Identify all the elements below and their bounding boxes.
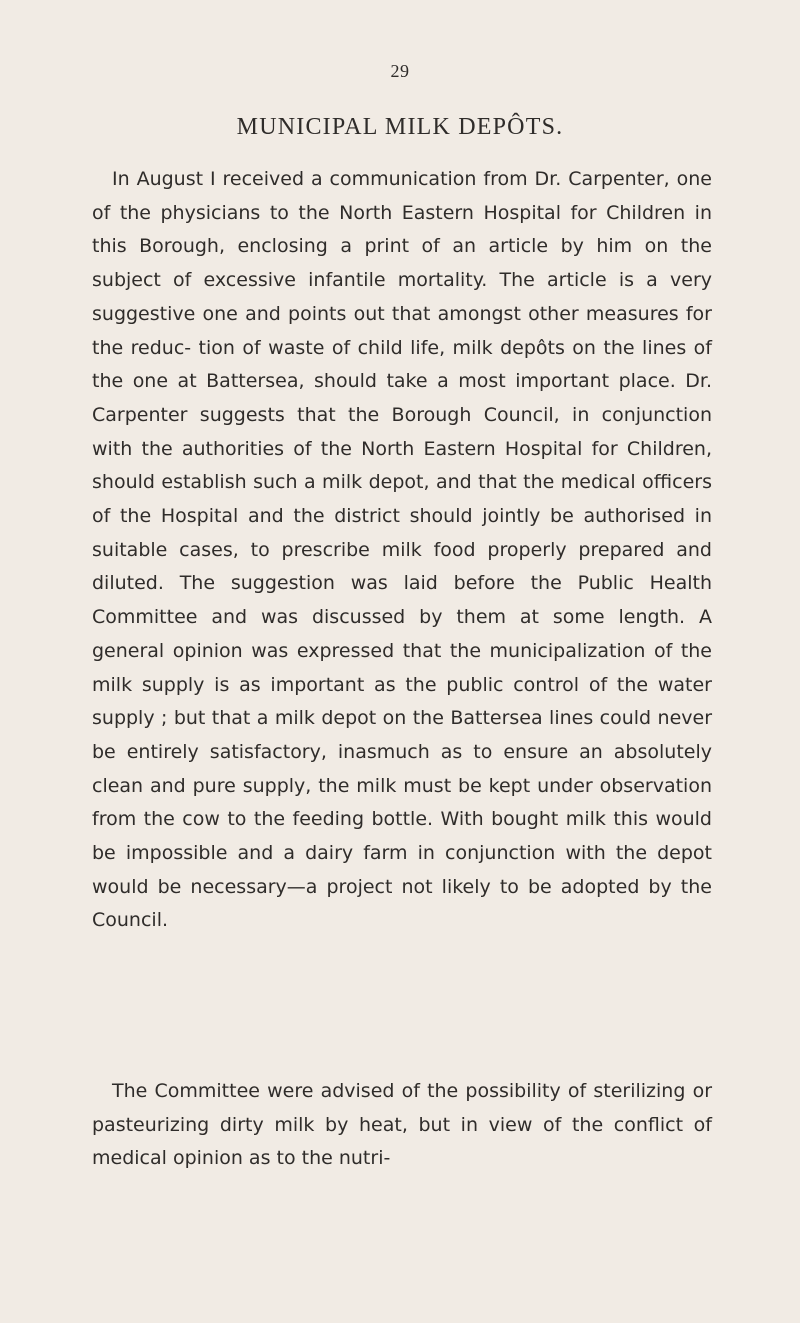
body-paragraph: In August I received a communication from Dr. Carpenter, one of the physicians to the North Eastern Hospital for Children in this Borough, enclosing a print of an article by him on the subject of excessive infantile mortality. The article is a very suggestive one and points out that amongst other measures for the reduc- tion of waste of child life, milk depôts on the lines of the one at Battersea, should take a most important place. Dr. Carpenter suggests that the Borough Council, in conjunction with the authorities of the North Eastern Hospital for Children, should establish such a milk depot, and that the medical officers of the Hospital and the district should jointly be authorised in suitable cases, to prescribe milk food properly prepared and diluted. The suggestion was laid before the Public Health Committee and was discussed by them at some length. A general opinion was expressed that the municipalization of the milk supply is as important as the public control of the water supply ; but that a milk depot on the Battersea lines could never be entirely satisfactory, inasmuch as to ensure an absolutely clean and pure supply, the milk must be kept under observation from the cow to the feeding bottle. With bought milk this would be impossible and a dairy farm in conjunction with the depot would be necessary—a project not likely to be adopted by the Council. (92, 168, 712, 932)
section-title: MUNICIPAL MILK DEPÔTS. (236, 114, 564, 140)
page-number: 29 (390, 61, 410, 81)
body-paragraph: The Committee were advised of the possibility of sterilizing or pasteurizing dirty milk by heat, but in view of the conflict of medical opinion as to the nutri- (92, 1080, 712, 1170)
